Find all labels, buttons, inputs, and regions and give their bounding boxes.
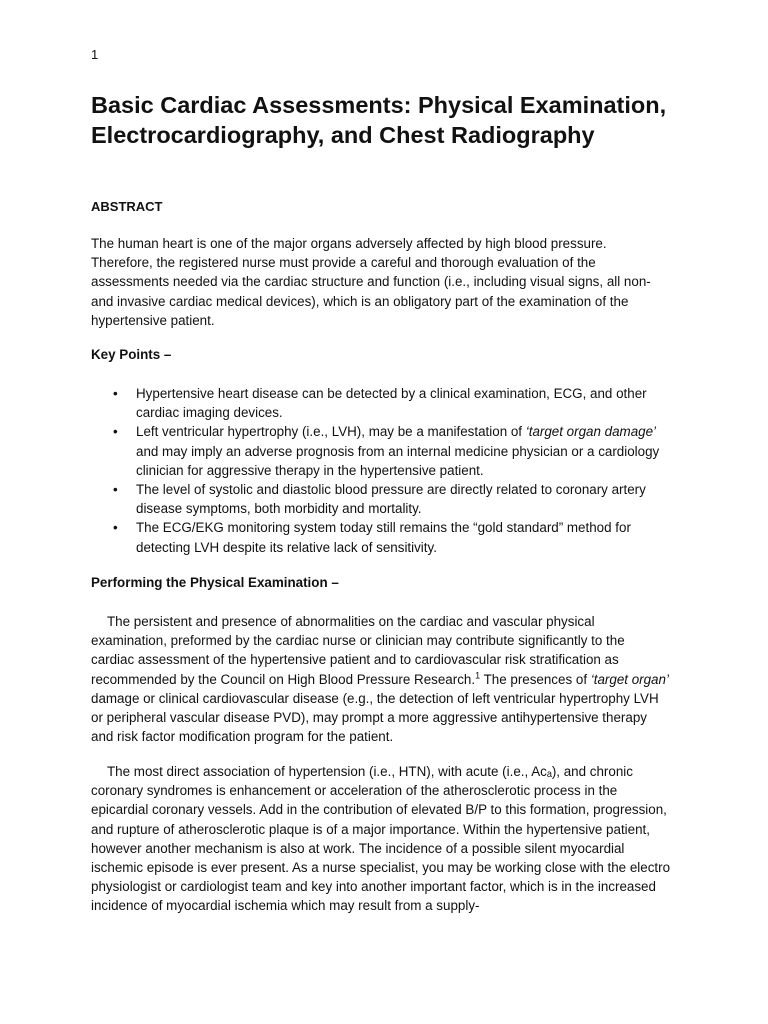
key-point-item: • Hypertensive heart disease can be detected by a clinical examination, ECG, and other cardiac imaging devices. xyxy=(91,384,671,422)
key-point-item: • Left ventricular hypertrophy (i.e., LVH), may be a manifestation of ‘target organ damage’ and may imply an adverse prognosis from an internal medicine physician or a cardiology clinician for aggressive therapy in the hypertensive patient. xyxy=(91,422,671,480)
body-paragraph: The most direct association of hypertension (i.e., HTN), with acute (i.e., Acₐ), and chronic coronary syndromes is enhancement or acceleration of the atherosclerotic process in the epicardial coronary vessels. Add in the contribution of elevated B/P to this formation, progression, and rupture of atherosclerotic plaque is of a major importance. Within the hypertensive patient, however another mechanism is also at work. The incidence of a possible silent myocardial ischemic episode is ever present. As a nurse specialist, you may be working close with the electro physiologist or cardiologist team and key into another important factor, which is in the increased incidence of myocardial ischemia which may result from a supply- xyxy=(91,764,671,914)
emphasis-text: ‘target organ’ xyxy=(590,671,669,687)
physical-exam-heading: Performing the Physical Examination – xyxy=(91,575,339,590)
page-number: 1 xyxy=(91,47,99,62)
emphasis-text: ‘target organ damage’ xyxy=(525,424,657,440)
body-paragraph: The persistent and presence of abnormalities on the cardiac and vascular physical examination, preformed by the cardiac nurse or clinician may contribute significantly to the cardiac assessment of the hypertensive patient and to cardiovascular risk stratification as recommended by the Council on High Blood Pressure Research.$^1$ The presences of ‘target organ’ damage or clinical cardiovascular disease (e.g., the detection of left ventricular hypertrophy LVH or peripheral vascular disease PVD), may prompt a more aggressive antihypertensive therapy and risk factor modification program for the patient. xyxy=(91,614,669,745)
document-title: Basic Cardiac Assessments: Physical Examination, Electrocardiography, and Chest Radiography xyxy=(91,92,667,148)
abstract-text: The human heart is one of the major organs adversely affected by high blood pressure. Therefore, the registered nurse must provide a careful and thorough evaluation of the assessments needed via the cardiac structure and function (i.e., including visual signs, all non- and invasive cardiac medical devices), which is an obligatory part of the examination of the hypertensive patient. xyxy=(91,236,651,328)
key-points-heading: Key Points – xyxy=(91,347,172,362)
footnote-marker: 1 xyxy=(475,670,481,681)
key-point-item: • The ECG/EKG monitoring system today still remains the “gold standard” method for detecting LVH despite its relative lack of sensitivity. xyxy=(91,518,671,556)
key-points-list xyxy=(91,384,671,557)
key-point-item: • The level of systolic and diastolic blood pressure are directly related to coronary artery disease symptoms, both morbidity and mortality. xyxy=(91,480,671,518)
abstract-heading: ABSTRACT xyxy=(91,199,163,214)
